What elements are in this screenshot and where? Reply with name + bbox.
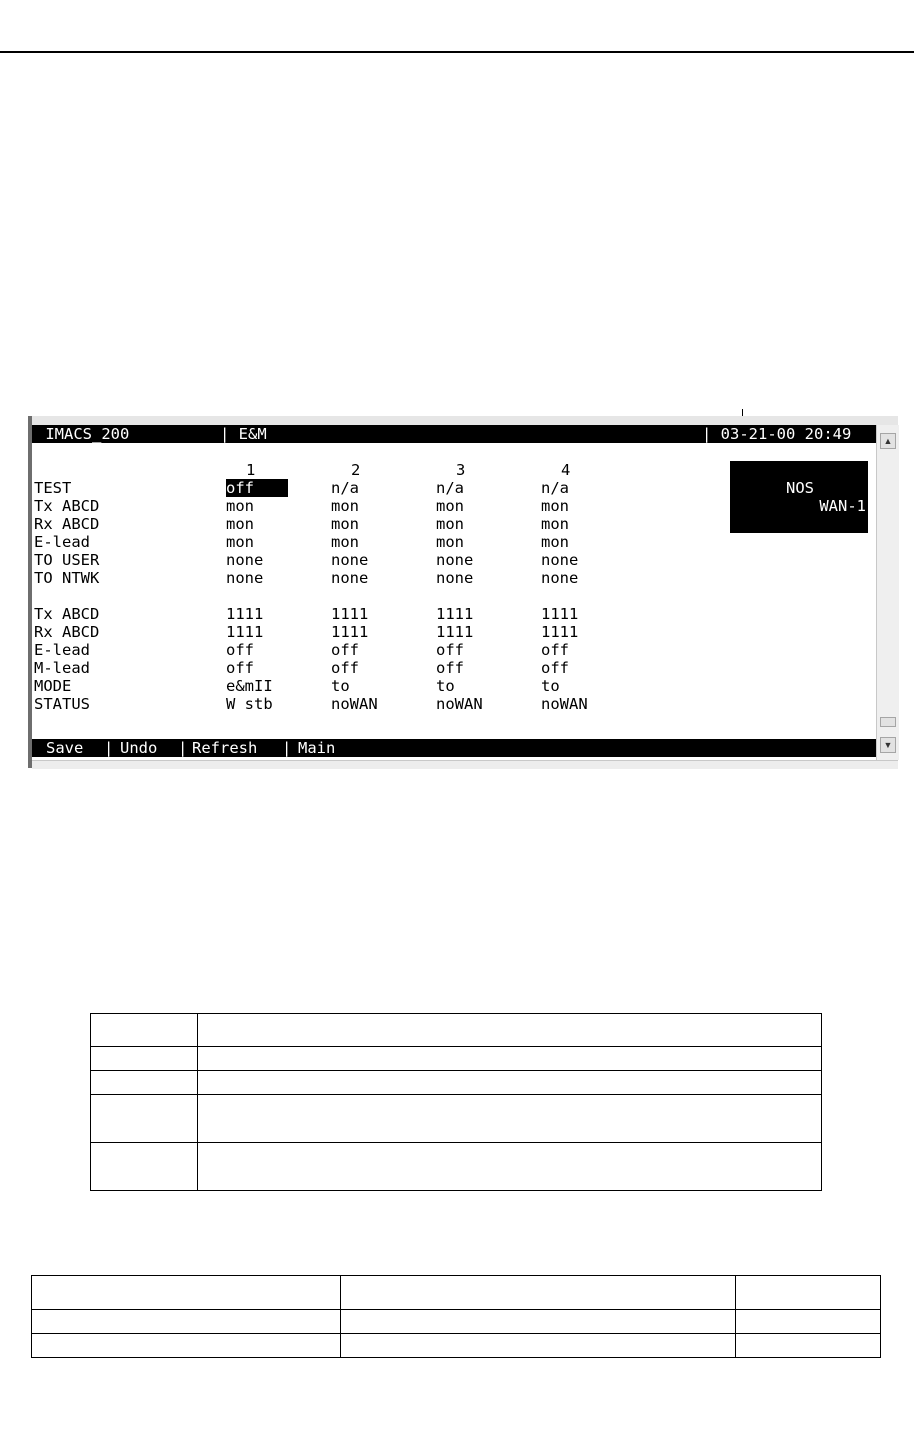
column-header-2: 2 <box>351 461 361 479</box>
table-cell <box>198 1014 822 1047</box>
cell-value: none <box>226 551 264 569</box>
system-name: IMACS_200 <box>36 425 130 443</box>
cell-value: to <box>541 677 560 695</box>
table-cell <box>32 1334 341 1358</box>
table-cell <box>341 1334 736 1358</box>
row-label: TO USER <box>34 551 100 569</box>
row-label: Rx ABCD <box>34 623 100 641</box>
table-cell <box>32 1310 341 1334</box>
cell-value: none <box>436 551 474 569</box>
column-header-4: 4 <box>561 461 571 479</box>
table-cell <box>736 1310 881 1334</box>
scroll-down-icon[interactable]: ▼ <box>880 737 896 753</box>
cell-value: off <box>226 659 254 677</box>
table-cell <box>91 1014 198 1047</box>
row-label: STATUS <box>34 695 90 713</box>
table-cell <box>198 1071 822 1095</box>
status-nos: NOS <box>786 479 814 497</box>
cell-value: to <box>331 677 350 695</box>
undo-button[interactable]: Undo <box>120 739 158 757</box>
cell-value: mon <box>436 533 464 551</box>
test-field-selected[interactable]: off <box>226 479 288 497</box>
tick-mark <box>742 409 743 416</box>
table-cell <box>736 1276 881 1310</box>
cell-value: noWAN <box>541 695 588 713</box>
cell-value: off <box>331 659 359 677</box>
table-cell <box>91 1143 198 1191</box>
cell-value: off <box>436 659 464 677</box>
table-row <box>91 1095 822 1143</box>
cell-value: none <box>436 569 474 587</box>
empty-table-1 <box>90 1013 822 1191</box>
table-row <box>32 1276 881 1310</box>
cell-value: none <box>331 551 369 569</box>
cell-value: 1111 <box>331 605 369 623</box>
table-row <box>91 1071 822 1095</box>
row-label: TO NTWK <box>34 569 100 587</box>
save-button[interactable]: Save <box>46 739 84 757</box>
cell-value: mon <box>541 497 569 515</box>
row-label: E-lead <box>34 533 90 551</box>
row-label: E-lead <box>34 641 90 659</box>
cell-value: mon <box>226 515 254 533</box>
row-label: Tx ABCD <box>34 605 100 623</box>
table-cell <box>198 1047 822 1071</box>
cell-value: to <box>436 677 455 695</box>
table-cell <box>198 1143 822 1191</box>
terminal-titlebar-strip <box>28 416 898 425</box>
table-cell <box>91 1047 198 1071</box>
terminal-window <box>28 416 898 768</box>
table-row <box>32 1310 881 1334</box>
menu-divider: | <box>178 739 188 757</box>
row-label: Tx ABCD <box>34 497 100 515</box>
cell-value: off <box>226 641 254 659</box>
table-row <box>91 1047 822 1071</box>
row-label: Rx ABCD <box>34 515 100 533</box>
scroll-up-icon[interactable]: ▲ <box>880 433 896 449</box>
card-type: | E&M <box>220 425 267 443</box>
cell-value: e&mII <box>226 677 273 695</box>
horizontal-scrollbar[interactable] <box>32 760 898 769</box>
column-header-3: 3 <box>456 461 466 479</box>
cell-value: none <box>541 551 579 569</box>
cell-value: noWAN <box>436 695 483 713</box>
cell-value: 1111 <box>436 623 474 641</box>
table-row <box>91 1014 822 1047</box>
table-cell <box>32 1276 341 1310</box>
table-cell <box>91 1071 198 1095</box>
cell-value: W stb <box>226 695 273 713</box>
cell-value: mon <box>436 515 464 533</box>
cell-value: off <box>331 641 359 659</box>
scroll-thumb[interactable] <box>880 717 896 727</box>
cell-value: none <box>541 569 579 587</box>
cell-value: off <box>541 641 569 659</box>
cell-value: 1111 <box>436 605 474 623</box>
table-cell <box>198 1095 822 1143</box>
table-cell <box>341 1276 736 1310</box>
cell-value: mon <box>331 497 359 515</box>
date-time: | 03-21-00 20:49 <box>702 425 852 443</box>
refresh-button[interactable]: Refresh <box>192 739 258 757</box>
status-wan: WAN-1 <box>819 497 866 515</box>
menu-divider: | <box>282 739 292 757</box>
cell-value[interactable]: n/a <box>436 479 464 497</box>
cell-value: mon <box>226 497 254 515</box>
cell-value: mon <box>331 515 359 533</box>
menu-divider: | <box>104 739 114 757</box>
cell-value[interactable]: n/a <box>331 479 359 497</box>
cell-value: 1111 <box>226 623 264 641</box>
cell-value[interactable]: n/a <box>541 479 569 497</box>
table-row <box>91 1143 822 1191</box>
column-header-1: 1 <box>246 461 256 479</box>
row-label: TEST <box>34 479 72 497</box>
cell-value: noWAN <box>331 695 378 713</box>
table-cell <box>341 1310 736 1334</box>
cell-value: mon <box>331 533 359 551</box>
cell-value: 1111 <box>226 605 264 623</box>
cell-value: mon <box>541 533 569 551</box>
row-label: MODE <box>34 677 72 695</box>
cell-value: none <box>331 569 369 587</box>
cell-value: 1111 <box>541 623 579 641</box>
status-block <box>730 461 868 533</box>
cell-value: mon <box>226 533 254 551</box>
cell-value: 1111 <box>541 605 579 623</box>
row-label: M-lead <box>34 659 90 677</box>
terminal-screen[interactable] <box>32 425 876 760</box>
cell-value: 1111 <box>331 623 369 641</box>
table-cell <box>91 1095 198 1143</box>
cell-value: none <box>226 569 264 587</box>
cell-value: mon <box>436 497 464 515</box>
cell-value: off <box>436 641 464 659</box>
empty-table-2 <box>31 1275 881 1358</box>
vertical-scrollbar[interactable] <box>876 425 899 760</box>
table-cell <box>736 1334 881 1358</box>
top-rule <box>0 51 914 53</box>
main-button[interactable]: Main <box>298 739 336 757</box>
cell-value: off <box>541 659 569 677</box>
menu-bar <box>32 739 876 757</box>
cell-value: mon <box>541 515 569 533</box>
table-row <box>32 1334 881 1358</box>
